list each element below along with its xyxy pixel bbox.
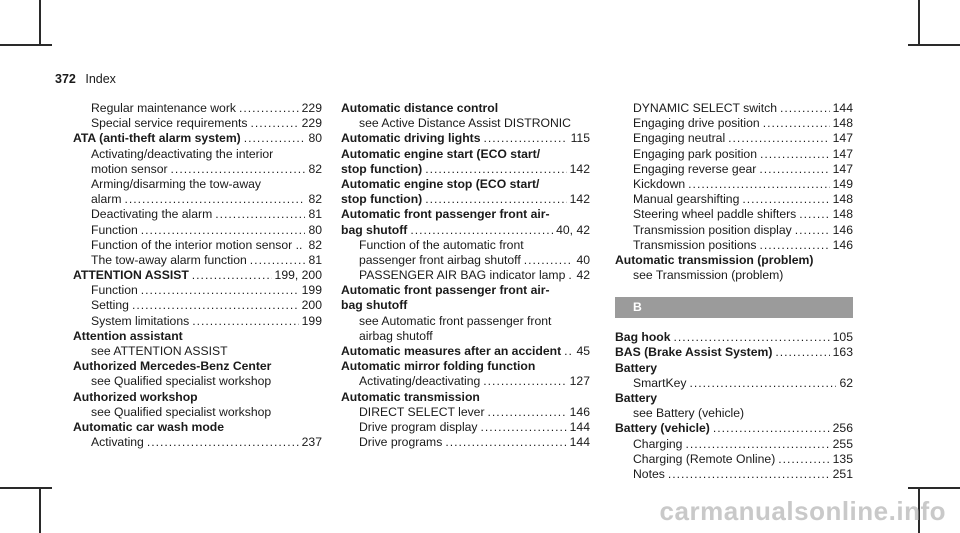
- index-subentry[interactable]: [615, 406, 853, 421]
- page-number: 372: [55, 72, 76, 86]
- entry-text: Activating: [91, 435, 144, 450]
- index-entry[interactable]: [341, 207, 590, 237]
- crop-mark-tr-h: [908, 44, 960, 46]
- index-entry[interactable]: [73, 420, 322, 435]
- dot-leader: [410, 223, 553, 238]
- index-line: [341, 207, 590, 222]
- entry-text: Automatic transmission: [341, 389, 480, 404]
- index-subentry[interactable]: [341, 116, 590, 131]
- entry-text: Function of the interior motion sensor ..: [91, 237, 303, 252]
- entry-text: see Qualified specialist workshop: [91, 374, 272, 389]
- page-ref[interactable]: 147: [832, 161, 853, 176]
- index-subentry[interactable]: [73, 116, 322, 131]
- index-line: [615, 253, 853, 268]
- index-subentry[interactable]: [73, 207, 322, 222]
- dot-leader: [778, 452, 829, 467]
- entry-text: see ATTENTION ASSIST: [91, 344, 228, 358]
- index-line: [73, 374, 322, 389]
- dot-leader: [132, 298, 299, 313]
- index-entry[interactable]: [341, 101, 590, 116]
- section-title: Index: [85, 72, 116, 86]
- page-ref[interactable]: 45: [576, 344, 590, 358]
- dot-leader: [759, 162, 829, 177]
- page-ref[interactable]: 199: [301, 283, 322, 298]
- page-ref[interactable]: 229: [301, 101, 322, 115]
- entry-text: Charging (Remote Online): [633, 451, 776, 466]
- dot-leader: [244, 131, 306, 146]
- page-ref[interactable]: 127: [569, 374, 590, 389]
- index-subentry[interactable]: [73, 314, 322, 329]
- page-ref[interactable]: 105: [832, 330, 853, 345]
- entry-text: see Transmission (problem): [633, 268, 784, 283]
- index-line: [73, 420, 322, 435]
- crop-mark-tl-v: [39, 0, 41, 46]
- index-line: [341, 329, 590, 344]
- entry-text: Engaging reverse gear: [633, 161, 757, 176]
- entry-text: Function of the automatic front: [359, 237, 524, 252]
- index-entry[interactable]: [615, 361, 853, 376]
- index-subentry[interactable]: [615, 238, 853, 253]
- index-line: [615, 421, 853, 436]
- index-line: [73, 298, 322, 313]
- dot-leader: [780, 101, 830, 116]
- index-line: [73, 192, 322, 207]
- page-ref[interactable]: 199, 200: [274, 268, 322, 283]
- index-subentry[interactable]: [73, 223, 322, 238]
- dot-leader: [481, 420, 567, 435]
- index-line: [341, 253, 590, 268]
- dot-leader: [124, 192, 305, 207]
- index-subentry[interactable]: [341, 268, 590, 283]
- index-line: [615, 391, 853, 406]
- page-header: [55, 72, 116, 86]
- index-column-1: [73, 101, 322, 450]
- dot-leader: [690, 376, 837, 391]
- entry-text: Engaging park position: [633, 146, 757, 161]
- index-subentry[interactable]: [73, 405, 322, 420]
- entry-text: Transmission position display: [633, 222, 792, 237]
- index-entry[interactable]: [341, 283, 590, 313]
- entry-text: Authorized Mercedes-Benz Center: [73, 359, 272, 374]
- index-line: [615, 192, 853, 207]
- entry-text: Drive programs: [359, 435, 443, 450]
- index-line: [73, 101, 322, 116]
- dot-leader: [713, 421, 830, 436]
- entry-text: DIRECT SELECT lever: [359, 404, 485, 419]
- dot-leader: [250, 253, 306, 268]
- index-subentry[interactable]: [615, 207, 853, 222]
- dot-leader: [141, 283, 299, 298]
- index-subentry[interactable]: [341, 420, 590, 435]
- entry-text: motion sensor: [91, 161, 168, 176]
- index-subentry[interactable]: [73, 177, 322, 207]
- dot-leader: [795, 223, 830, 238]
- index-line: [341, 192, 590, 207]
- index-subentry[interactable]: [615, 116, 853, 131]
- page-ref[interactable]: 82: [308, 237, 322, 252]
- index-subentry[interactable]: [341, 435, 590, 450]
- entry-text: Battery (vehicle): [615, 421, 710, 436]
- entry-text: The tow-away alarm function: [91, 252, 247, 267]
- index-line: [615, 116, 853, 131]
- index-entry[interactable]: [341, 390, 590, 405]
- index-subentry[interactable]: [73, 253, 322, 268]
- page-ref[interactable]: 199: [301, 313, 322, 328]
- page-ref[interactable]: 149: [832, 176, 853, 191]
- entry-text: Automatic transmission (problem): [615, 252, 814, 267]
- entry-text: Function: [91, 222, 138, 237]
- page-ref[interactable]: 237: [301, 435, 322, 450]
- crop-mark-bl-h: [0, 487, 52, 489]
- page-ref[interactable]: 146: [832, 222, 853, 237]
- index-line: [615, 361, 853, 376]
- dot-leader: [760, 238, 830, 253]
- index-line: [615, 467, 853, 482]
- index-line: [341, 131, 590, 146]
- entry-text: Automatic engine stop (ECO start/: [341, 176, 540, 191]
- index-subentry[interactable]: [615, 452, 853, 467]
- index-line: [615, 376, 853, 391]
- page-ref[interactable]: 142: [569, 161, 590, 176]
- watermark: carmanualsonline.info: [659, 496, 946, 526]
- entry-text: BAS (Brake Assist System): [615, 345, 773, 360]
- crop-mark-br-h: [908, 487, 960, 489]
- entry-text: airbag shutoff: [359, 328, 433, 343]
- entry-text: bag shutoff: [341, 298, 408, 313]
- dot-leader: [425, 192, 566, 207]
- index-subentry[interactable]: [615, 131, 853, 146]
- entry-text: Battery: [615, 391, 657, 405]
- entry-text: see Qualified specialist workshop: [91, 404, 272, 419]
- index-column-3: [615, 101, 853, 482]
- index-subentry[interactable]: [615, 162, 853, 177]
- index-entry[interactable]: [341, 344, 590, 359]
- index-line: [341, 390, 590, 405]
- index-line: [615, 406, 853, 421]
- page-ref[interactable]: 81: [308, 207, 322, 222]
- index-line: [73, 131, 322, 146]
- index-line: [73, 177, 322, 192]
- dot-leader: [192, 268, 272, 283]
- page-ref[interactable]: 163: [832, 345, 853, 360]
- entry-text: stop function): [341, 192, 423, 207]
- entry-text: Special service requirements: [91, 116, 248, 131]
- index-subentry[interactable]: [73, 344, 322, 359]
- entry-text: Automatic mirror folding function: [341, 359, 536, 374]
- page-ref[interactable]: 80: [308, 222, 322, 237]
- index-subentry[interactable]: [73, 298, 322, 313]
- dot-leader: [568, 268, 573, 283]
- page-ref[interactable]: 40: [576, 252, 590, 267]
- dot-leader: [728, 131, 830, 146]
- page-ref[interactable]: 142: [569, 192, 590, 207]
- index-line: [615, 238, 853, 253]
- index-line: [73, 329, 322, 344]
- page-ref[interactable]: 40, 42: [556, 222, 590, 237]
- dot-leader: [425, 162, 566, 177]
- dot-leader: [483, 374, 566, 389]
- page-ref[interactable]: 135: [832, 451, 853, 466]
- entry-text: Charging: [633, 436, 683, 451]
- page-ref[interactable]: 146: [832, 237, 853, 252]
- index-line: [341, 405, 590, 420]
- entry-text: Function: [91, 283, 138, 298]
- index-line: [615, 330, 853, 345]
- index-line: [341, 359, 590, 374]
- entry-text: ATTENTION ASSIST: [73, 268, 189, 283]
- dot-leader: [239, 101, 299, 116]
- entry-text: Automatic measures after an accident: [341, 344, 562, 358]
- page-ref[interactable]: 147: [832, 146, 853, 161]
- index-subentry[interactable]: [341, 238, 590, 268]
- index-line: [615, 147, 853, 162]
- index-entry[interactable]: [615, 345, 853, 360]
- entry-text: Notes: [633, 466, 665, 481]
- index-line: [341, 374, 590, 389]
- crop-mark-tr-v: [918, 0, 920, 46]
- index-line: [615, 131, 853, 146]
- entry-text: passenger front airbag shutoff: [359, 252, 521, 267]
- dot-leader: [488, 405, 567, 420]
- page-ref[interactable]: 148: [832, 207, 853, 222]
- index-line: [341, 283, 590, 298]
- entry-text: Engaging drive position: [633, 116, 760, 131]
- index-line: [341, 435, 590, 450]
- page-ref[interactable]: 251: [832, 466, 853, 481]
- index-subentry[interactable]: [341, 374, 590, 389]
- entry-text: Automatic distance control: [341, 101, 499, 115]
- entry-text: ATA (anti-theft alarm system): [73, 131, 241, 146]
- index-line: [341, 344, 590, 359]
- entry-text: see Active Distance Assist DISTRONIC: [359, 116, 571, 131]
- entry-text: System limitations: [91, 313, 190, 328]
- index-entry[interactable]: [615, 253, 853, 268]
- index-line: [615, 452, 853, 467]
- dot-leader: [215, 207, 305, 222]
- index-line: [615, 223, 853, 238]
- dot-leader: [668, 467, 830, 482]
- entry-text: Battery: [615, 360, 657, 375]
- entry-text: Attention assistant: [73, 328, 183, 343]
- index-entry[interactable]: [615, 330, 853, 345]
- index-line: [615, 437, 853, 452]
- page-ref[interactable]: 229: [301, 116, 322, 131]
- index-line: [615, 345, 853, 360]
- index-line: [341, 223, 590, 238]
- dot-leader: [760, 147, 830, 162]
- index-line: [341, 314, 590, 329]
- page-ref[interactable]: 82: [308, 192, 322, 207]
- dot-leader: [192, 314, 298, 329]
- page-ref[interactable]: 147: [832, 131, 853, 146]
- index-line: [73, 207, 322, 222]
- index-line: [73, 283, 322, 298]
- index-subentry[interactable]: [615, 376, 853, 391]
- page-ref[interactable]: 148: [832, 192, 853, 207]
- dot-leader: [685, 437, 829, 452]
- index-line: [73, 405, 322, 420]
- entry-text: Setting: [91, 298, 129, 313]
- index-line: [73, 116, 322, 131]
- dot-leader: [483, 131, 567, 146]
- index-subentry[interactable]: [73, 101, 322, 116]
- page-ref[interactable]: 144: [832, 101, 853, 115]
- index-subentry[interactable]: [73, 283, 322, 298]
- crop-mark-bl-v: [39, 487, 41, 533]
- index-subentry[interactable]: [341, 314, 590, 344]
- index-entry[interactable]: [73, 131, 322, 146]
- entry-text: Regular maintenance work: [91, 101, 236, 115]
- entry-text: Activating/deactivating the interior: [91, 146, 274, 161]
- dot-leader: [763, 116, 830, 131]
- entry-text: bag shutoff: [341, 222, 408, 237]
- index-subentry[interactable]: [615, 223, 853, 238]
- dot-leader: [688, 177, 829, 192]
- index-subentry[interactable]: [615, 268, 853, 283]
- entry-text: PASSENGER AIR BAG indicator lamp: [359, 268, 566, 283]
- dot-leader: [742, 192, 829, 207]
- dot-leader: [674, 330, 830, 345]
- entry-text: Activating/deactivating: [359, 374, 481, 389]
- dot-leader: [799, 207, 829, 222]
- entry-text: Automatic driving lights: [341, 131, 481, 146]
- index-line: [73, 162, 322, 177]
- index-line: [341, 101, 590, 116]
- index-line: [73, 147, 322, 162]
- entry-text: Transmission positions: [633, 237, 757, 252]
- index-entry[interactable]: [615, 421, 853, 436]
- index-line: [73, 268, 322, 283]
- index-subentry[interactable]: [615, 147, 853, 162]
- page-ref[interactable]: 80: [308, 131, 322, 146]
- page-ref[interactable]: 255: [832, 436, 853, 451]
- index-line: [615, 162, 853, 177]
- index-subentry[interactable]: [615, 101, 853, 116]
- page-ref[interactable]: 115: [570, 131, 590, 146]
- index-subentry[interactable]: [73, 435, 322, 450]
- dot-leader: [250, 116, 298, 131]
- index-line: [615, 177, 853, 192]
- index-entry[interactable]: [341, 359, 590, 374]
- dot-leader: [171, 162, 306, 177]
- entry-text: Steering wheel paddle shifters: [633, 207, 797, 222]
- entry-text: see Battery (vehicle): [633, 406, 745, 421]
- index-column-2: [341, 101, 590, 450]
- index-subentry[interactable]: [615, 177, 853, 192]
- crop-mark-tl-h: [0, 44, 52, 46]
- index-entry[interactable]: [73, 268, 322, 283]
- entry-text: Deactivating the alarm: [91, 207, 213, 222]
- page-ref[interactable]: 144: [569, 435, 590, 450]
- index-entry[interactable]: [615, 391, 853, 406]
- dot-leader: [141, 223, 306, 238]
- index-subentry[interactable]: [73, 374, 322, 389]
- index-subentry[interactable]: [73, 238, 322, 253]
- index-line: [341, 147, 590, 162]
- entry-text: Manual gearshifting: [633, 192, 740, 207]
- dot-leader: [445, 435, 566, 450]
- index-line: [341, 116, 590, 131]
- dot-leader: [524, 253, 574, 268]
- index-line: [341, 162, 590, 177]
- page-ref[interactable]: 42: [576, 268, 590, 283]
- index-subentry[interactable]: [73, 147, 322, 177]
- entry-text: see Automatic front passenger front: [359, 313, 552, 328]
- index-line: [73, 344, 322, 359]
- page-ref[interactable]: 82: [308, 161, 322, 176]
- index-subentry[interactable]: [615, 437, 853, 452]
- entry-text: alarm: [91, 192, 122, 207]
- index-line: [341, 420, 590, 435]
- entry-text: Drive program display: [359, 419, 478, 434]
- page-ref[interactable]: 81: [308, 252, 322, 267]
- index-subentry[interactable]: [615, 467, 853, 482]
- dot-leader: [564, 344, 573, 359]
- index-line: [341, 238, 590, 253]
- page-ref[interactable]: 200: [301, 298, 322, 313]
- index-subentry[interactable]: [615, 192, 853, 207]
- index-line: [615, 101, 853, 116]
- page-ref[interactable]: 146: [569, 404, 590, 419]
- entry-text: Engaging neutral: [633, 131, 726, 146]
- section-letter-bar: B: [615, 297, 853, 318]
- index-line: [73, 435, 322, 450]
- index-line: [341, 298, 590, 313]
- index-entry[interactable]: [73, 329, 322, 344]
- index-entry[interactable]: [341, 147, 590, 177]
- page-ref[interactable]: 62: [839, 375, 853, 390]
- entry-text: Automatic front passenger front air-: [341, 283, 550, 298]
- index-subentry[interactable]: [341, 405, 590, 420]
- index-line: [341, 268, 590, 283]
- dot-leader: [147, 435, 299, 450]
- entry-text: DYNAMIC SELECT switch: [633, 101, 778, 115]
- page-ref[interactable]: 256: [832, 421, 853, 436]
- index-line: [615, 207, 853, 222]
- page-ref[interactable]: 144: [569, 419, 590, 434]
- page-ref[interactable]: 148: [832, 116, 853, 131]
- entry-text: Arming/disarming the tow-away: [91, 176, 262, 191]
- index-entry[interactable]: [73, 359, 322, 374]
- entry-text: SmartKey: [633, 375, 687, 390]
- index-entry[interactable]: [341, 177, 590, 207]
- entry-text: Authorized workshop: [73, 389, 198, 404]
- entry-text: Kickdown: [633, 176, 686, 191]
- index-entry[interactable]: [341, 131, 590, 146]
- index-line: [73, 314, 322, 329]
- entry-text: Bag hook: [615, 330, 671, 345]
- entry-text: Automatic car wash mode: [73, 419, 225, 434]
- index-line: [73, 238, 322, 253]
- index-line: [341, 177, 590, 192]
- index-line: [615, 268, 853, 283]
- dot-leader: [775, 345, 829, 360]
- index-line: [73, 223, 322, 238]
- index-line: [73, 390, 322, 405]
- index-line: [73, 253, 322, 268]
- entry-text: Automatic engine start (ECO start/: [341, 146, 541, 161]
- entry-text: stop function): [341, 161, 423, 176]
- index-line: [73, 359, 322, 374]
- index-entry[interactable]: [73, 390, 322, 405]
- entry-text: Automatic front passenger front air-: [341, 207, 550, 222]
